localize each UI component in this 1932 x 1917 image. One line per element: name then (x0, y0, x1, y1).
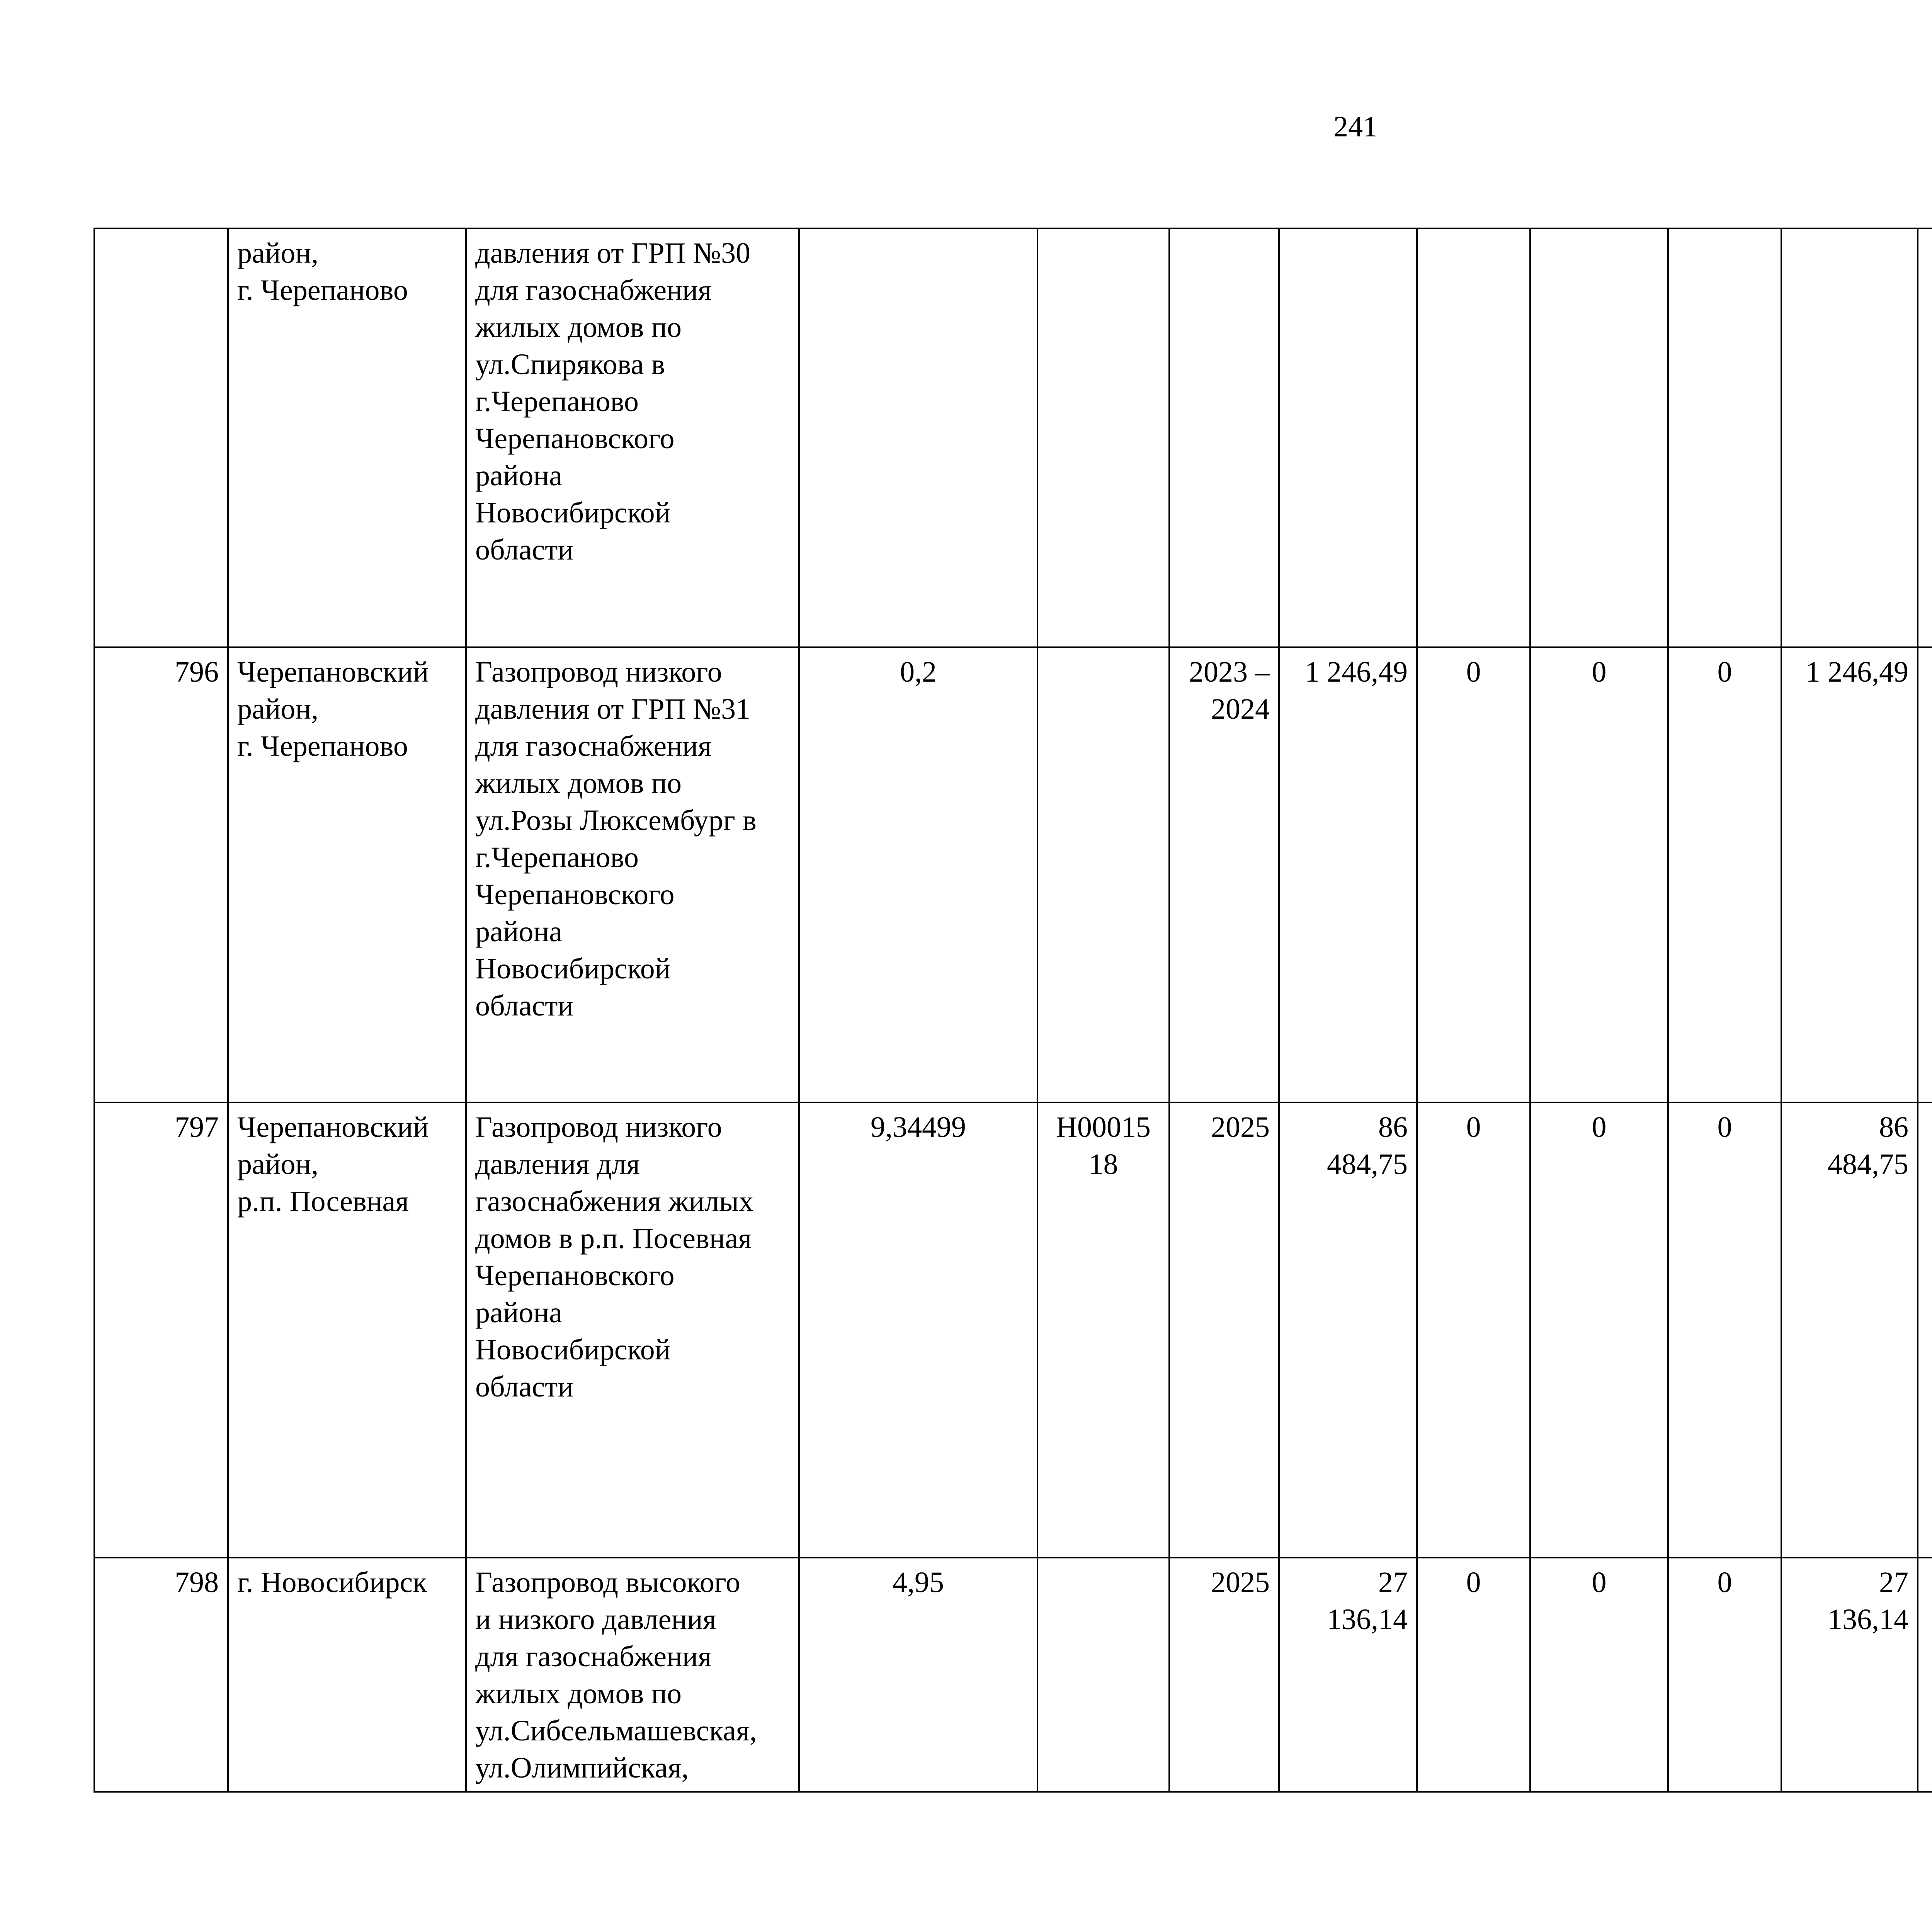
cell-executor (1918, 1558, 1932, 1792)
cell-regional-funds (1530, 228, 1668, 647)
cell-municipal-funds: 0 (1668, 1558, 1781, 1792)
cell-row-number: 796 (94, 647, 228, 1102)
cell-federal-funds: 0 (1417, 647, 1530, 1102)
cell-municipal-funds (1668, 228, 1781, 647)
cell-location: г. Новосибирск (228, 1558, 466, 1792)
table-row (94, 1558, 1932, 1792)
cell-row-number: 798 (94, 1558, 228, 1792)
cell-object-name: Газопровод низкого давления от ГРП №31 для газоснабжения жилых домов по ул.Розы Люксембург в г.Черепаново Черепановского района Новосибирской области (466, 647, 799, 1102)
cell-executor (1918, 228, 1932, 647)
cell-length: 4,95 (799, 1558, 1037, 1792)
cell-regional-funds: 0 (1530, 1558, 1668, 1792)
cell-code: Н00015 18 (1037, 1102, 1169, 1558)
cell-executor (1918, 647, 1932, 1102)
cell-federal-funds (1417, 228, 1530, 647)
cell-executor (1918, 1102, 1932, 1558)
table-row (94, 1102, 1932, 1558)
cell-total-cost: 1 246,49 (1279, 647, 1417, 1102)
cell-length: 9,34499 (799, 1102, 1037, 1558)
cell-code (1037, 647, 1169, 1102)
cell-length: 0,2 (799, 647, 1037, 1102)
page-number: 241 (1333, 111, 1378, 143)
cell-other-funds: 86 484,75 (1781, 1102, 1918, 1558)
cell-total-cost: 27 136,14 (1279, 1558, 1417, 1792)
cell-location: район, г. Черепаново (228, 228, 466, 647)
cell-location: Черепановский район, р.п. Посевная (228, 1102, 466, 1558)
cell-object-name: Газопровод высокого и низкого давления для газоснабжения жилых домов по ул.Сибсельмашевская, ул.Олимпийская, (466, 1558, 799, 1792)
cell-other-funds: 1 246,49 (1781, 647, 1918, 1102)
table-row (94, 228, 1932, 647)
cell-years (1169, 228, 1279, 647)
cell-municipal-funds: 0 (1668, 647, 1781, 1102)
table-row (94, 647, 1932, 1102)
cell-location: Черепановский район, г. Черепаново (228, 647, 466, 1102)
cell-years: 2023 – 2024 (1169, 647, 1279, 1102)
cell-other-funds (1781, 228, 1918, 647)
cell-regional-funds: 0 (1530, 1102, 1668, 1558)
cell-federal-funds: 0 (1417, 1102, 1530, 1558)
cell-total-cost (1279, 228, 1417, 647)
cell-municipal-funds: 0 (1668, 1102, 1781, 1558)
cell-regional-funds: 0 (1530, 647, 1668, 1102)
cell-code (1037, 1558, 1169, 1792)
cell-length (799, 228, 1037, 647)
cell-object-name: Газопровод низкого давления для газоснабжения жилых домов в р.п. Посевная Черепановского района Новосибирской области (466, 1102, 799, 1558)
cell-row-number (94, 228, 228, 647)
cell-object-name: давления от ГРП №30 для газоснабжения жилых домов по ул.Спирякова в г.Черепаново Черепановского района Новосибирской области (466, 228, 799, 647)
cell-code (1037, 228, 1169, 647)
cell-years: 2025 (1169, 1558, 1279, 1792)
cell-total-cost: 86 484,75 (1279, 1102, 1417, 1558)
cell-years: 2025 (1169, 1102, 1279, 1558)
cell-row-number: 797 (94, 1102, 228, 1558)
cell-other-funds: 27 136,14 (1781, 1558, 1918, 1792)
cell-federal-funds: 0 (1417, 1558, 1530, 1792)
gasification-table (94, 228, 1932, 1793)
